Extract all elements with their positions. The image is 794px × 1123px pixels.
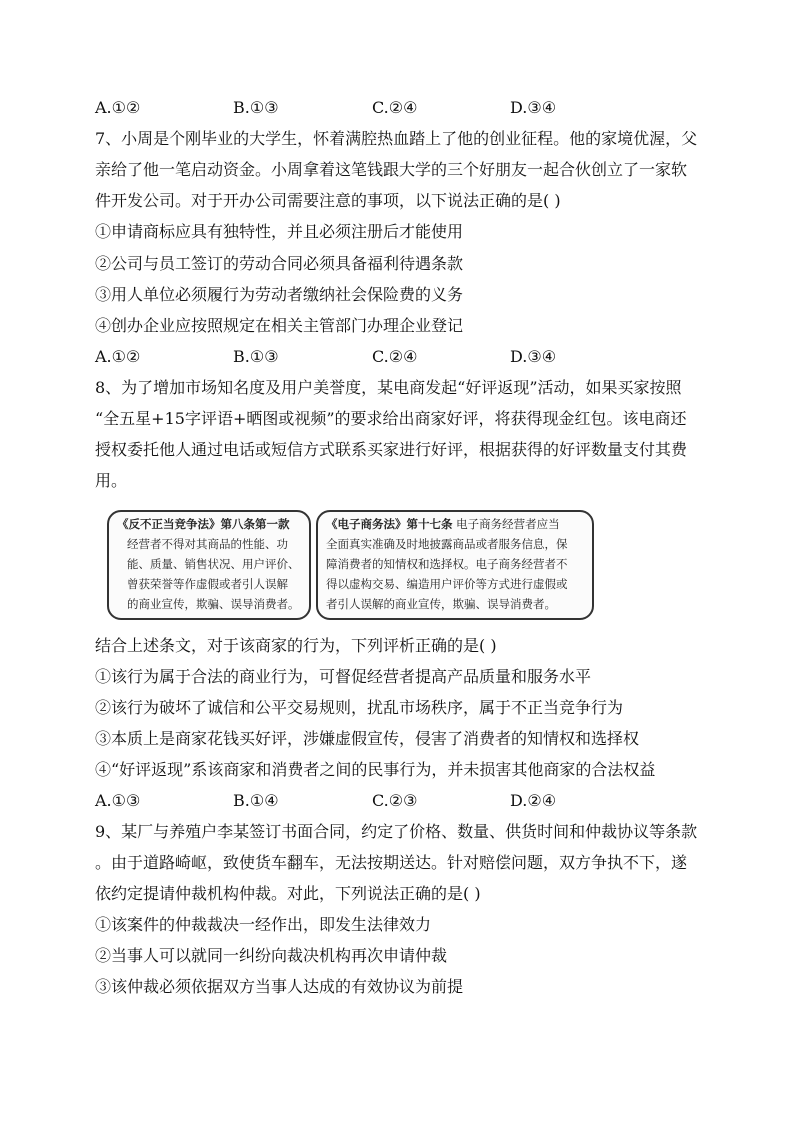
- q8-option-b[interactable]: B.①④: [233, 791, 279, 810]
- q8-item-4: ④“好评返现”系该商家和消费者之间的民事行为，并未损害其他商家的合法权益: [95, 760, 656, 779]
- q6-option-b[interactable]: B.①③: [233, 98, 279, 117]
- q8-stem-line-4: 用。: [95, 471, 128, 490]
- q8-stem-line-1: 8、为了增加市场知名度及用户美誉度，某电商发起“好评返现”活动，如果买家按照: [95, 378, 682, 397]
- law-box-e-commerce: [316, 510, 594, 620]
- q7-stem-line-1: 7、小周是个刚毕业的大学生，怀着满腔热血踏上了他的创业征程。他的家境优渥，父: [95, 129, 698, 148]
- q8-question: 结合上述条文，对于该商家的行为，下列评析正确的是( ): [95, 636, 497, 655]
- q7-option-b[interactable]: B.①③: [233, 347, 279, 366]
- q6-option-c[interactable]: C.②④: [372, 98, 418, 117]
- q7-stem-line-2: 亲给了他一笔启动资金。小周拿着这笔钱跟大学的三个好朋友一起合伙创立了一家软: [95, 160, 688, 179]
- q7-stem-line-3: 件开发公司。对于开办公司需要注意的事项，以下说法正确的是( ): [95, 191, 561, 210]
- q9-item-3: ③该仲裁必须依据双方当事人达成的有效协议为前提: [95, 977, 464, 996]
- q8-item-1: ①该行为属于合法的商业行为，可督促经营者提高产品质量和服务水平: [95, 667, 592, 686]
- law-box-left-title: 《反不正当竞争法》第八条第一款: [117, 517, 290, 531]
- q7-item-3: ③用人单位必须履行为劳动者缴纳社会保险费的义务: [95, 285, 464, 304]
- q7-item-1: ①申请商标应具有独特性，并且必须注册后才能使用: [95, 222, 464, 241]
- q8-item-2: ②该行为破坏了诚信和公平交易规则，扰乱市场秩序，属于不正当竞争行为: [95, 698, 624, 717]
- q9-stem-line-1: 9、某厂与养殖户李某签订书面合同，约定了价格、数量、供货时间和仲裁协议等条款: [95, 822, 698, 841]
- law-box-left-line-2: 能、质量、销售状况、用户评价、: [127, 557, 300, 571]
- law-box-left-line-3: 曾获荣誉等作虚假或者引人误解: [127, 577, 288, 591]
- q8-option-d[interactable]: D.②④: [510, 791, 557, 810]
- q7-options: [95, 347, 715, 367]
- q8-item-3: ③本质上是商家花钱买好评，涉嫌虚假宣传，侵害了消费者的知情权和选择权: [95, 729, 640, 748]
- q6-options: [95, 98, 715, 118]
- q8-stem-line-3: 授权委托他人通过电话或短信方式联系买家进行好评，根据获得的好评数量支付其费: [95, 440, 688, 459]
- q7-option-d[interactable]: D.③④: [510, 347, 557, 366]
- law-box-left-line-1: 经营者不得对其商品的性能、功: [127, 537, 288, 551]
- q9-item-2: ②当事人可以就同一纠纷向裁决机构再次申请仲裁: [95, 946, 448, 965]
- law-box-right-title-line: [326, 514, 560, 534]
- q8-option-c[interactable]: C.②③: [372, 791, 418, 810]
- q7-item-2: ②公司与员工签订的劳动合同必须具备福利待遇条款: [95, 254, 464, 273]
- law-box-right-line-2: 障消费者的知情权和选择权。电子商务经营者不: [326, 557, 568, 571]
- q8-option-a[interactable]: A.①③: [95, 791, 141, 810]
- q6-option-d[interactable]: D.③④: [510, 98, 557, 117]
- law-box-right-line-1: 全面真实准确及时地披露商品或者服务信息，保: [326, 537, 568, 551]
- law-box-left-line-4: 的商业宣传，欺骗、误导消费者。: [127, 597, 300, 611]
- q7-option-a[interactable]: A.①②: [95, 347, 141, 366]
- q7-item-4: ④创办企业应按照规定在相关主管部门办理企业登记: [95, 316, 464, 335]
- q6-option-a[interactable]: A.①②: [95, 98, 141, 117]
- q8-stem-line-2: “全五星+15字评语+晒图或视频”的要求给出商家好评，将获得现金红包。该电商还: [95, 409, 687, 428]
- q9-stem-line-3: 依约定提请仲裁机构仲裁。对此，下列说法正确的是( ): [95, 884, 481, 903]
- q7-option-c[interactable]: C.②④: [372, 347, 418, 366]
- law-box-right-line-4: 者引人误解的商业宣传，欺骗、误导消费者。: [326, 597, 556, 611]
- law-box-anti-unfair-competition: [107, 510, 311, 620]
- q8-options: [95, 791, 715, 811]
- law-box-right-line-3: 得以虚构交易、编造用户评价等方式进行虚假或: [326, 577, 568, 591]
- law-box-right-title-rest: 电子商务经营者应当: [456, 517, 560, 531]
- q9-item-1: ①该案件的仲裁裁决一经作出，即发生法律效力: [95, 915, 432, 934]
- law-box-right-title: 《电子商务法》第十七条: [326, 517, 453, 531]
- q9-stem-line-2: 。由于道路崎岖，致使货车翻车，无法按期送达。针对赔偿问题，双方争执不下，遂: [95, 853, 688, 872]
